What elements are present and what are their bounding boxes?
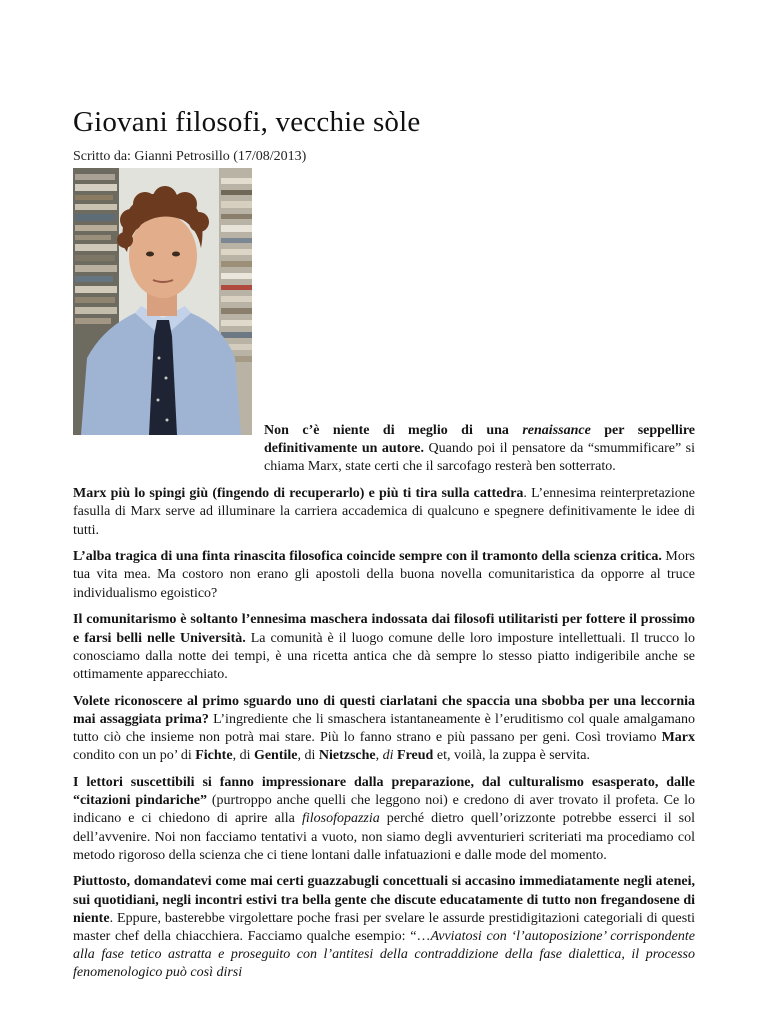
paragraph-text: . L’ennesima reinterpretazione fasulla di Marx serve ad illuminare la carriera accademica di qualcuno e spegnere definitivamente le idee di tutti. [73, 486, 695, 538]
article-paragraph [73, 485, 695, 540]
paragraph-text: (purtroppo anche quelli che leggono noi) e credono di aver trovato il profeta. Ce lo indicano e ci chiedono di aprire alla [73, 793, 695, 827]
paragraph-text: La comunità è il luogo comune delle loro imposture intellettuali. Il trucco lo conosciamo dalla notte dei tempi, è una ricetta antica che dà sempre lo stesso piatto indigeribile anche se ottimamente apparecchiato. [73, 630, 695, 682]
article-body [73, 422, 695, 991]
paragraph-text: , di [297, 748, 319, 764]
article-paragraph [73, 693, 695, 766]
paragraph-text: Quando poi il pensatore da “smummificare” si chiama Marx, state certi che il sarcofago resterà ben sotterrato. [264, 441, 695, 475]
paragraph-text: Mors tua vita mea. Ma costoro non erano gli apostoli della buona novella comunitaristica da opporre al truce individualismo egoistico? [73, 549, 695, 601]
article-paragraph [73, 611, 695, 684]
paragraph-text: , [375, 748, 383, 764]
emphasis-text: Il comunitarismo è soltanto l’ennesima maschera indossata dai filosofi utilitaristi per fottere il prossimo e farsi belli nelle Università. [73, 612, 695, 646]
emphasis-text: Marx [661, 730, 695, 746]
emphasis-text: Nietzsche [318, 748, 376, 764]
paragraph-text: , di [232, 748, 254, 764]
emphasis-text: renaissance [522, 423, 591, 438]
author-portrait-illustration [73, 168, 252, 435]
emphasis-text: Freud [397, 748, 434, 764]
emphasis-text: Non c’è niente di meglio di una [264, 423, 523, 438]
paragraph-text: condito con un po’ di [73, 748, 196, 764]
emphasis-text: per seppellire definitivamente un autore. [264, 423, 695, 457]
emphasis-text: di [382, 748, 394, 764]
paragraph-text: et, voilà, la zuppa è servita. [433, 748, 591, 764]
article-paragraph [73, 422, 695, 477]
article-byline: Scritto da: Gianni Petrosillo (17/08/2013) [73, 149, 307, 164]
emphasis-text: Avviatosi con ‘l’autoposizione’ corrispondente alla fase tetico astratta e proseguito con l’antitesi della contraddizione della fase dialettica, il processo fenomenologico può così dirsi [73, 929, 695, 981]
emphasis-text: Marx più lo spingi giù (fingendo di recuperarlo) e più ti tira sulla cattedra [73, 486, 524, 502]
emphasis-text: Fichte [195, 748, 233, 764]
article-paragraph [73, 548, 695, 603]
article-paragraph [73, 774, 695, 865]
emphasis-text: Gentile [253, 748, 298, 764]
article-paragraph [73, 873, 695, 982]
paragraph-text: perché dietro quell’orizzonte potrebbe esserci il sol dell’avvenire. Noi non facciamo tentativi a vuoto, non siamo degli avventurieri scriteriati ma procediamo col metodo rigoroso della scienza che ci tiene lontani dalle infatuazioni e dalle mode del momento. [73, 811, 695, 863]
emphasis-text: L’alba tragica di una finta rinascita filosofica coincide sempre con il tramonto della scienza critica. [73, 549, 662, 565]
author-portrait-photo [73, 168, 252, 435]
article-title: Giovani filosofi, vecchie sòle [73, 106, 421, 138]
emphasis-text: Volete riconoscere al primo sguardo uno di questi ciarlatani che spaccia una sbobba per una leccornia mai assaggiata prima? [73, 693, 695, 727]
emphasis-text: I lettori suscettibili si fanno impressionare dalla preparazione, dal culturalismo esasperato, dalle “citazioni pindariche” [73, 774, 695, 809]
emphasis-text: Piuttosto, domandatevi come mai certi guazzabugli concettuali si accasino immediatamente negli atenei, sui quotidiani, negli incontri estivi tra bella gente che discute educatamente di tutto non fregandosene di niente [73, 874, 695, 926]
paragraph-text: L’ingrediente che li smaschera istantaneamente è l’eruditismo col quale amalgamano tutto ciò che insieme non potrà mai stare. Più lo fanno strano e più passano per geni. Così troviamo [73, 711, 695, 746]
paragraph-text: . Eppure, basterebbe virgolettare poche frasi per svelare le assurde prestidigitazioni categoriali di questi master chef della chiacchiera. Facciamo qualche esempio: “… [73, 910, 695, 945]
emphasis-text: filosofopazzia [301, 811, 380, 827]
